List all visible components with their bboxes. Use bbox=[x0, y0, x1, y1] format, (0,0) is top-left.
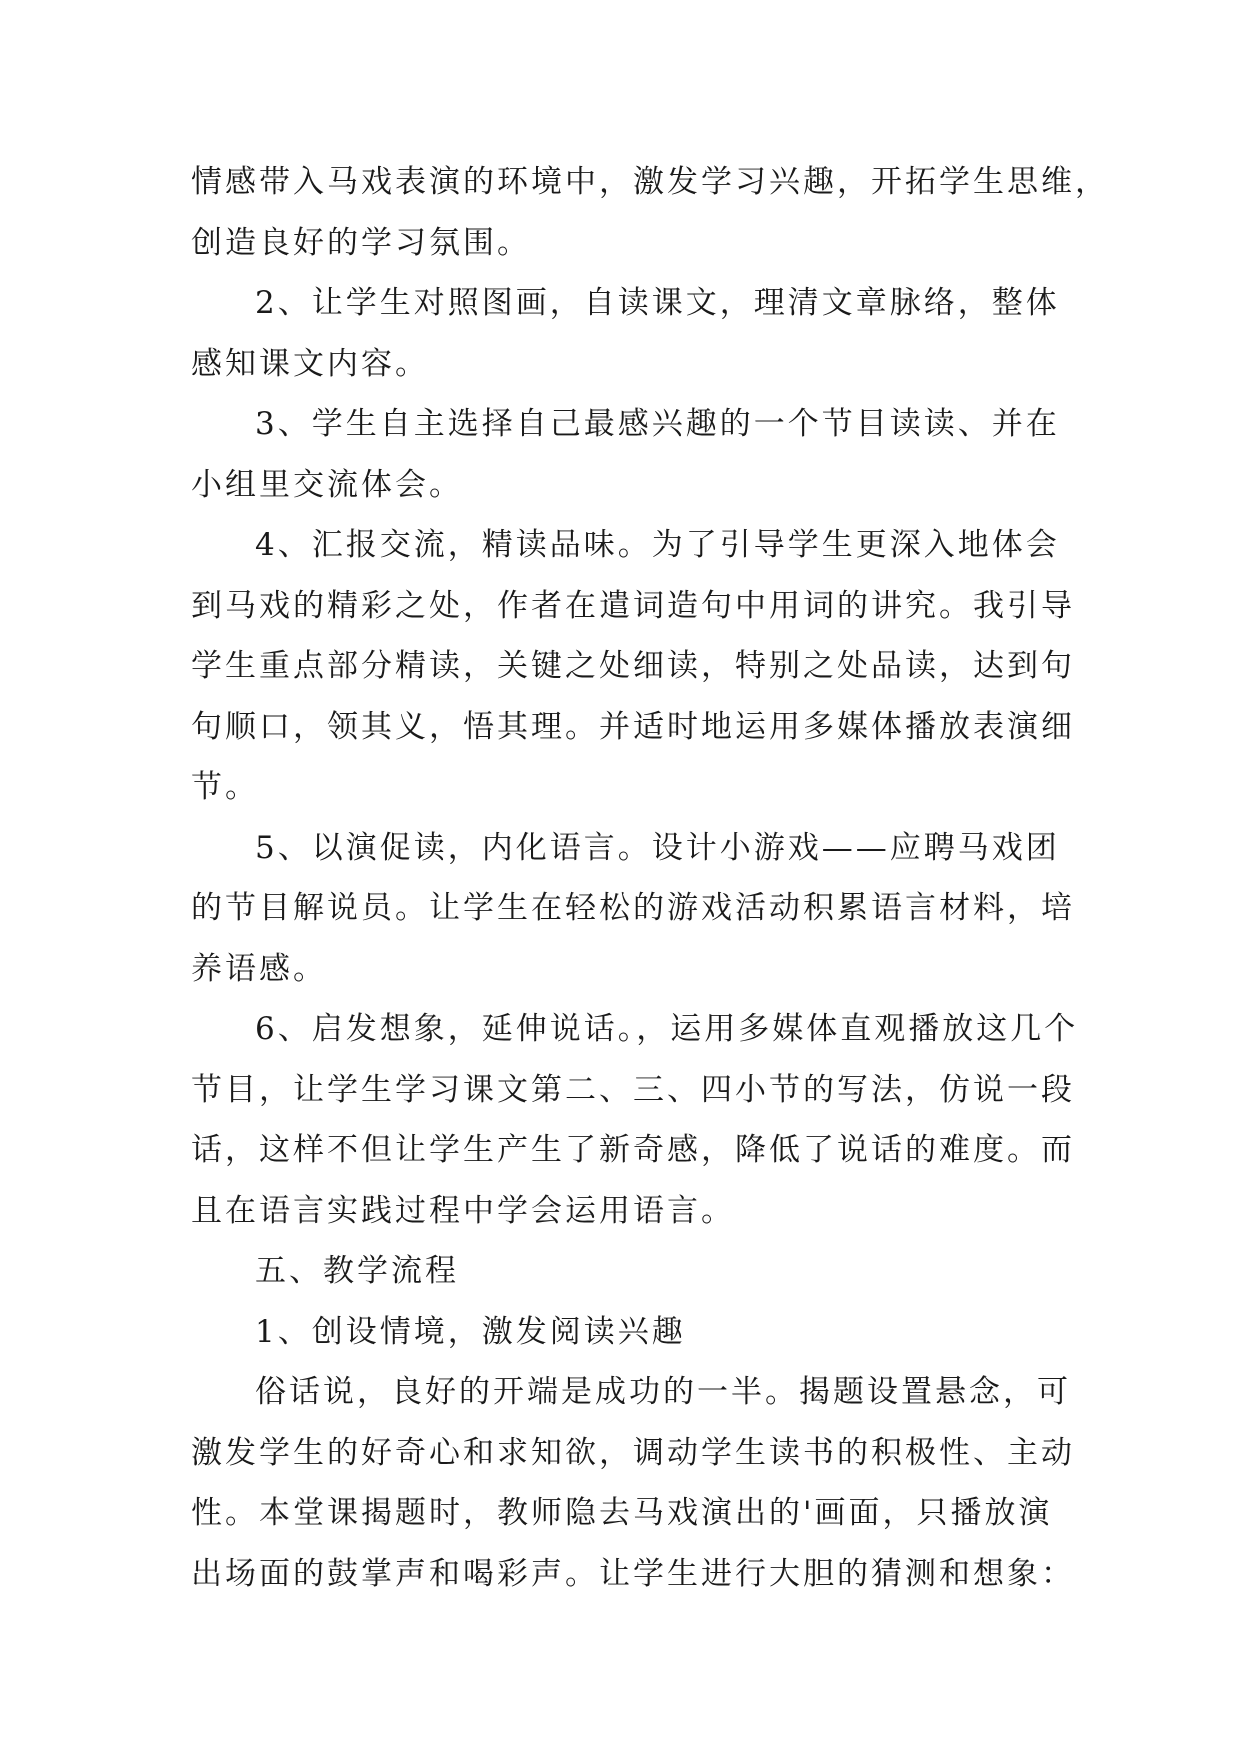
text-line: 小组里交流体会。 bbox=[191, 466, 463, 503]
text-line: 话，这样不但让学生产生了新奇感，降低了说话的难度。而 bbox=[191, 1132, 1075, 1168]
text-line: 俗话说，良好的开端是成功的一半。揭题设置悬念，可 bbox=[255, 1374, 1071, 1410]
text-line: 1、创设情境，激发阅读兴趣 bbox=[255, 1313, 686, 1350]
text-line: 节目，让学生学习课文第二、三、四小节的写法，仿说一段 bbox=[191, 1071, 1075, 1108]
text-line: 节。 bbox=[191, 769, 259, 805]
text-line: 情感带入马戏表演的环境中，激发学习兴趣，开拓学生思维， bbox=[191, 164, 1109, 200]
text-line: 感知课文内容。 bbox=[191, 345, 429, 382]
text-line: 的节目解说员。让学生在轻松的游戏活动积累语言材料，培 bbox=[191, 890, 1075, 926]
text-line: 且在语言实践过程中学会运用语言。 bbox=[191, 1192, 735, 1229]
document-body bbox=[191, 152, 1109, 1604]
text-line: 3、学生自主选择自己最感兴趣的一个节目读读、并在 bbox=[255, 406, 1060, 442]
text-line: 学生重点部分精读，关键之处细读，特别之处品读，达到句 bbox=[191, 648, 1075, 684]
text-line: 6、启发想象，延伸说话。，运用多媒体直观播放这几个 bbox=[255, 1011, 1079, 1047]
text-line: 五、教学流程 bbox=[255, 1253, 459, 1289]
text-line: 创造良好的学习氛围。 bbox=[191, 224, 531, 261]
text-line: 句顺口，领其义，悟其理。并适时地运用多媒体播放表演细 bbox=[191, 708, 1075, 745]
text-line: 2、让学生对照图画，自读课文，理清文章脉络，整体 bbox=[255, 285, 1060, 321]
text-line: 到马戏的精彩之处，作者在遣词造句中用词的讲究。我引导 bbox=[191, 587, 1075, 624]
text-line: 出场面的鼓掌声和喝彩声。让学生进行大胆的猜测和想象： bbox=[191, 1555, 1075, 1592]
text-line: 激发学生的好奇心和求知欲，调动学生读书的积极性、主动 bbox=[191, 1434, 1075, 1471]
text-line: 养语感。 bbox=[191, 950, 327, 987]
text-line: 性。本堂课揭题时，教师隐去马戏演出的'画面，只播放演 bbox=[191, 1495, 1053, 1531]
text-line: 5、以演促读，内化语言。设计小游戏——应聘马戏团 bbox=[255, 829, 1060, 866]
text-line: 4、汇报交流，精读品味。为了引导学生更深入地体会 bbox=[255, 527, 1060, 563]
